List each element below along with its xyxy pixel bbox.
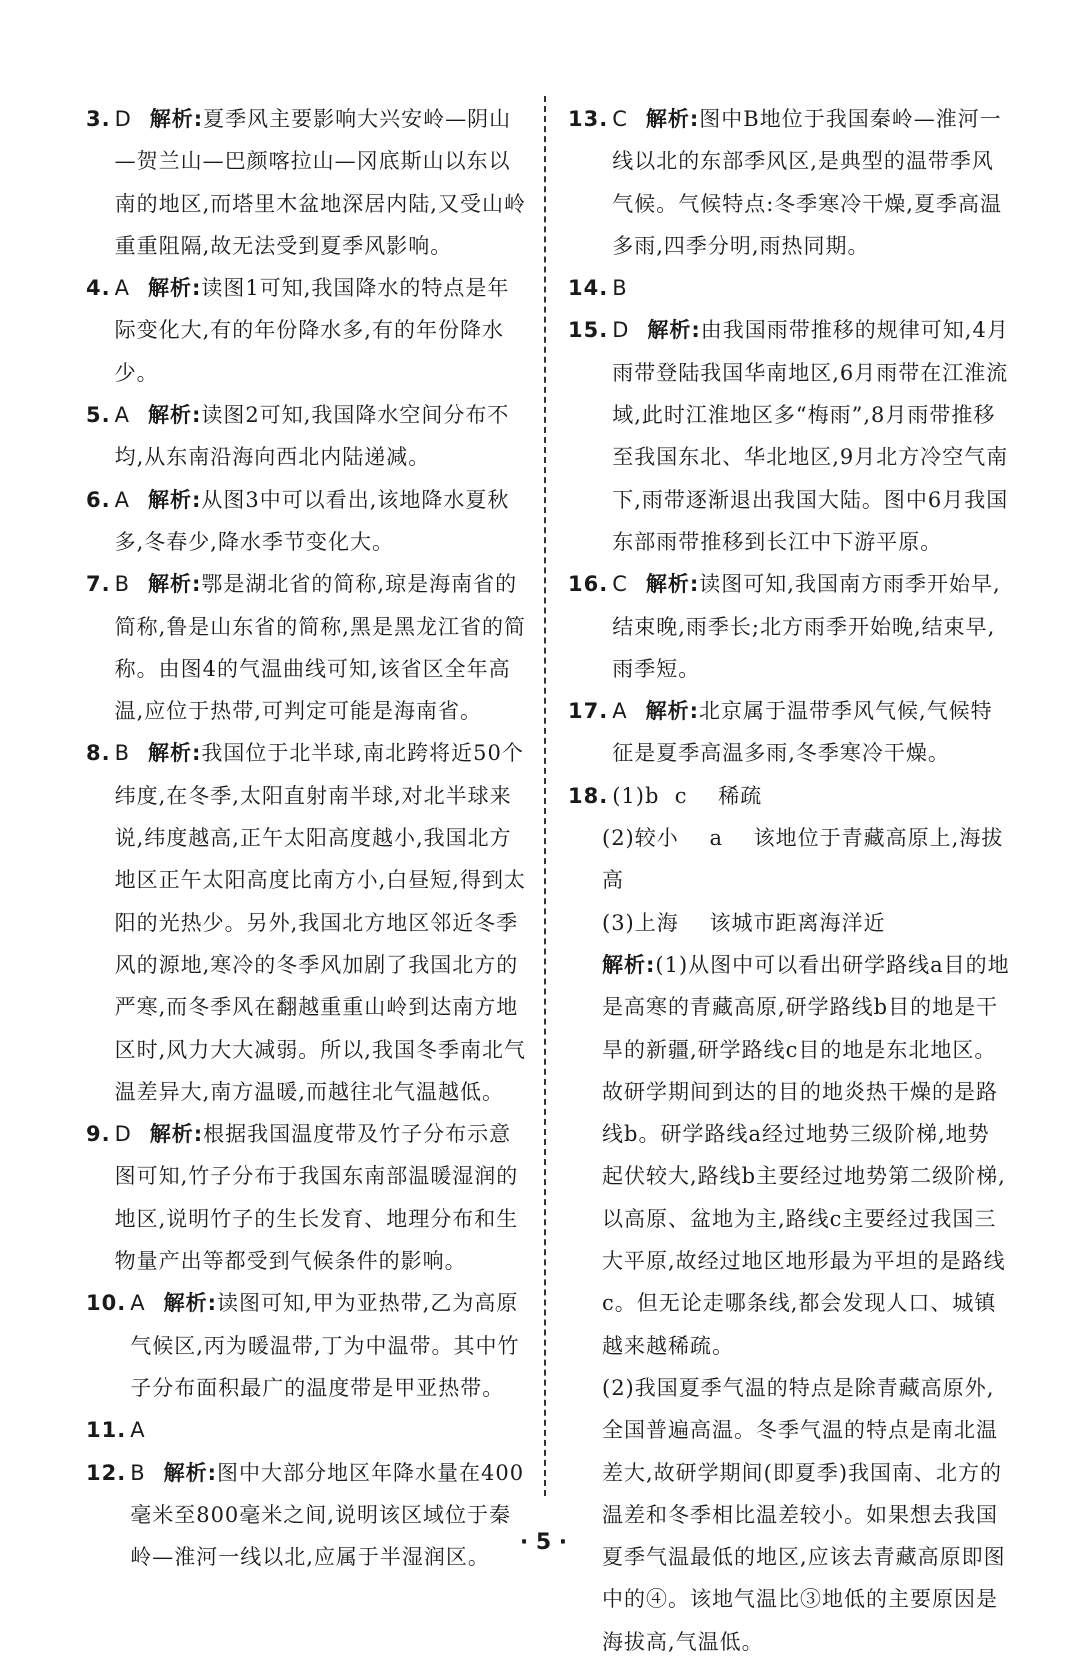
analysis-text: 我国位于北半球,南北跨将近50个纬度,在冬季,太阳直射南半球,对北半球来说,纬度越高,正午太阳高度越小,我国北方地区正午太阳高度比南方小,白昼短,得到太阳的光热少。另外,我国北方地区邻近冬季风的源地,寒冷的冬季风加剧了我国北方的严寒,而冬季风在翻越重重山岭到达南方地区时,风力大大减弱。所以,我国冬季南北气温差异大,南方温暖,而越往北气温越低。 — [114, 741, 526, 1104]
page-number: · 5 · — [519, 1530, 568, 1555]
question-number: 18. — [568, 783, 609, 808]
answer-item-18 — [568, 775, 1010, 817]
analysis-text: 由我国雨带推移的规律可知,4月雨带登陆我国华南地区,6月雨带在江淮流域,此时江淮地区多“梅雨”,8月雨带推移至我国东北、华北地区,9月北方冷空气南下,雨带逐渐退出我国大陆。图中6月我国东部雨带推移到长江中下游平原。 — [612, 318, 1009, 554]
answer-item-6 — [86, 479, 526, 564]
question-number: 13. — [568, 107, 609, 131]
analysis-label: 解析: — [148, 741, 202, 766]
analysis-text: (2)我国夏季气温的特点是除青藏高原外,全国普遍高温。冬季气温的特点是南北温差大,故研学期间(即夏季)我国南、北方的温差和冬季相比温差较小。如果想去我国夏季气温最低的地区,应该去青藏高原即图中的④。该地气温比③地低的主要原因是海拔高,气温低。 — [602, 1375, 1006, 1654]
question-number: 15. — [568, 318, 609, 343]
answer-18-line-1: (1)b c 稀疏 — [612, 783, 763, 808]
analysis-text: 从图3中可以看出,该地降水夏秋多,冬春少,降水季节变化大。 — [114, 487, 510, 554]
analysis-text: 读图1可知,我国降水的特点是年际变化大,有的年份降水多,有的年份降水少。 — [114, 276, 510, 385]
analysis-text: 读图可知,甲为亚热带,乙为高原气候区,丙为暖温带,丁为中温带。其中竹子分布面积最广的温度带是甲亚热带。 — [130, 1291, 520, 1400]
analysis-label: 解析: — [147, 487, 202, 512]
question-number: 14. — [568, 276, 609, 301]
answer-letter: D — [114, 1122, 132, 1147]
answer-item-9 — [86, 1113, 526, 1282]
answer-item-4 — [86, 267, 526, 394]
analysis-text: 图中大部分地区年降水量在400毫米至800毫米之间,说明该区域位于秦岭—淮河一线以北,应属于半湿润区。 — [130, 1460, 525, 1570]
answer-letter: C — [612, 107, 628, 131]
answer-letter: A — [612, 699, 628, 724]
answer-18-line-2: (2)较小 a 该地位于青藏高原上,海拔高 — [602, 826, 1004, 893]
analysis-text: 图中B地位于我国秦岭—淮河一线以北的东部季风区,是典型的温带季风气候。气候特点:冬季寒冷干燥,夏季高温多雨,四季分明,雨热同期。 — [612, 107, 1002, 258]
answer-letter: C — [612, 572, 628, 597]
answer-item-10 — [86, 1282, 526, 1409]
analysis-label: 解析: — [147, 403, 202, 428]
answer-18-line-3: (3)上海 该城市距离海洋近 — [602, 910, 886, 935]
answer-item-5 — [86, 394, 526, 479]
answer-letter: A — [114, 276, 130, 301]
answer-letter: D — [114, 107, 132, 131]
answer-item-3 — [86, 98, 526, 267]
question-number: 12. — [86, 1460, 127, 1485]
analysis-label: 解析: — [645, 107, 700, 131]
answer-item-8 — [86, 732, 526, 1113]
answer-letter: D — [612, 318, 630, 343]
analysis-label: 解析: — [645, 572, 700, 597]
analysis-label: 解析: — [602, 952, 656, 977]
analysis-label: 解析: — [149, 107, 204, 131]
analysis-text: 北京属于温带季风气候,气候特征是夏季高温多雨,冬季寒冷干燥。 — [612, 699, 993, 766]
analysis-label: 解析: — [645, 699, 699, 724]
left-column — [86, 98, 526, 1578]
right-column — [568, 98, 1010, 1663]
column-divider — [544, 96, 546, 1496]
question-number: 4. — [86, 276, 111, 301]
analysis-text: 鄂是湖北省的简称,琼是海南省的简称,鲁是山东省的简称,黑是黑龙江省的简称。由图4的气温曲线可知,该省区全年高温,应位于热带,可判定可能是海南省。 — [114, 572, 526, 724]
question-number: 9. — [86, 1122, 111, 1147]
question-number: 17. — [568, 699, 609, 724]
question-number: 8. — [86, 741, 111, 766]
analysis-text: 根据我国温度带及竹子分布示意图可知,竹子分布于我国东南部温暖湿润的地区,说明竹子的生长发育、地理分布和生物量产出等都受到气候条件的影响。 — [114, 1122, 519, 1274]
answer-letter: B — [114, 741, 131, 766]
answer-item-14 — [568, 267, 1010, 309]
answer-item-17 — [568, 690, 1010, 775]
answer-letter: A — [114, 487, 130, 512]
answer-letter: A — [130, 1291, 146, 1316]
question-number: 3. — [86, 107, 111, 131]
answer-item-12 — [86, 1452, 526, 1579]
question-number: 5. — [86, 403, 111, 428]
answer-item-13 — [568, 98, 1010, 267]
answer-item-15 — [568, 309, 1010, 563]
analysis-text: 夏季风主要影响大兴安岭—阴山—贺兰山—巴颜喀拉山—冈底斯山以东以南的地区,而塔里木盆地深居内陆,又受山岭重重阻隔,故无法受到夏季风影响。 — [114, 107, 526, 258]
analysis-label: 解析: — [148, 572, 202, 597]
answer-letter: B — [114, 572, 131, 597]
answer-item-7 — [86, 563, 526, 732]
analysis-label: 解析: — [647, 318, 701, 343]
answer-letter: A — [130, 1418, 146, 1443]
analysis-text: (1)从图中可以看出研学路线a目的地是高寒的青藏高原,研学路线b目的地是干旱的新疆,研学路线c目的地是东北地区。故研学期间到达的目的地炎热干燥的是路线b。研学路线a经过地势三级阶梯,地势起伏较大,路线b主要经过地势第二级阶梯,以高原、盆地为主,路线c主要经过我国三大平原,故经过地区地形最为平坦的是路线c。但无论走哪条线,都会发现人口、城镇越来越稀疏。 — [602, 952, 1010, 1358]
answer-18-analysis-2 — [568, 1367, 1010, 1663]
question-number: 10. — [86, 1291, 127, 1316]
analysis-label: 解析: — [147, 276, 202, 301]
answer-item-11 — [86, 1409, 526, 1451]
question-number: 11. — [86, 1418, 127, 1443]
analysis-text: 读图2可知,我国降水空间分布不均,从东南沿海向西北内陆递减。 — [114, 403, 510, 470]
analysis-label: 解析: — [163, 1460, 218, 1485]
question-number: 6. — [86, 487, 111, 512]
question-number: 7. — [86, 572, 111, 597]
answer-letter: A — [114, 403, 130, 428]
analysis-label: 解析: — [163, 1291, 217, 1316]
analysis-text: 读图可知,我国南方雨季开始早,结束晚,雨季长;北方雨季开始晚,结束早,雨季短。 — [612, 572, 1001, 681]
answer-item-16 — [568, 563, 1010, 690]
answer-letter: B — [612, 276, 628, 301]
answer-18-analysis-1 — [568, 944, 1010, 1367]
answer-letter: B — [130, 1460, 146, 1485]
question-number: 16. — [568, 572, 609, 597]
analysis-label: 解析: — [149, 1122, 204, 1147]
